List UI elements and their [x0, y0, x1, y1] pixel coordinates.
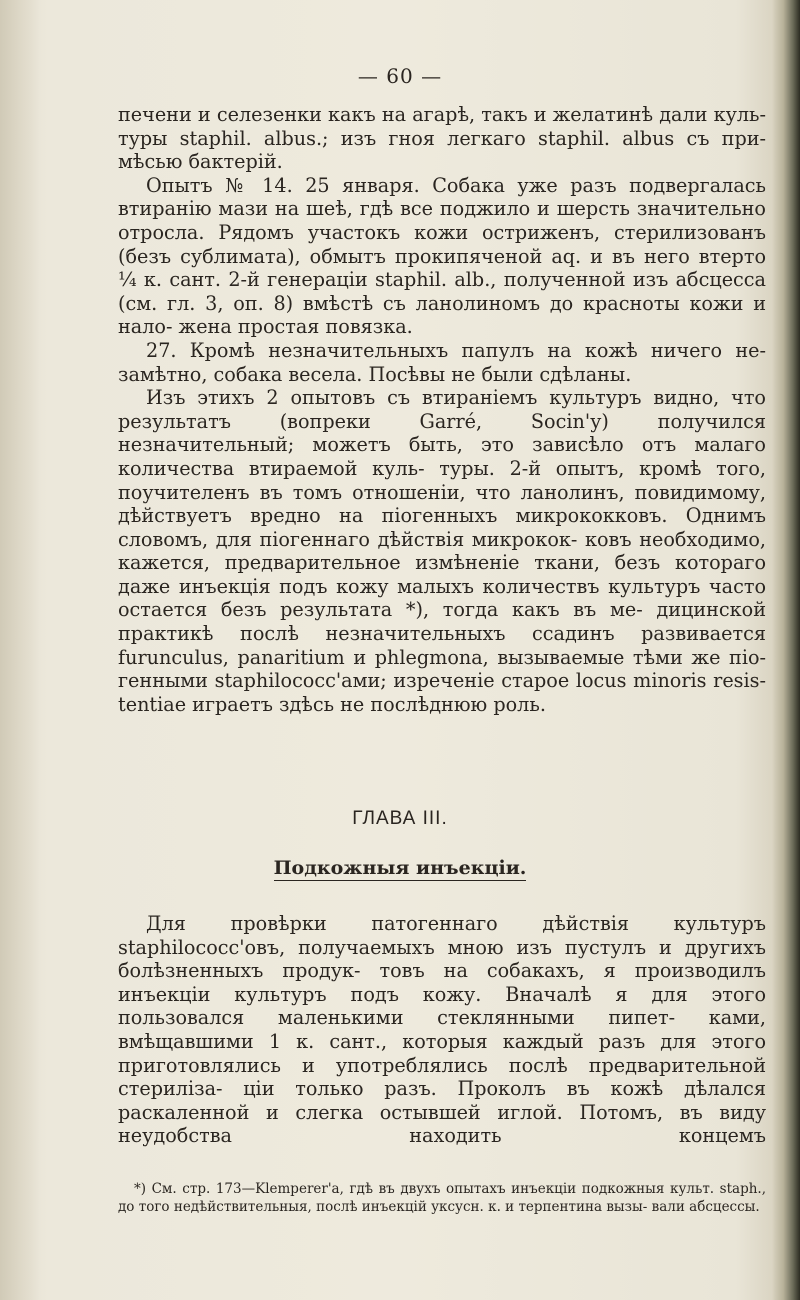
chapter-subtitle [0, 857, 800, 879]
paragraph: Опытъ № 14. 25 января. Собака уже разъ подвергалась втиранію мази на шеѣ, гдѣ все поджило и шерсть значительно отросла. Рядомъ участокъ кожи остриженъ, стерилизованъ (безъ сублимата), обмытъ прокипяченой aq. и въ него втерто ¼ к. сант. 2-й генераціи staphil. alb., полученной изъ абсцесса (см. гл. 3, оп. 8) вмѣстѣ съ ланолиномъ до красноты кожи и нало- жена простая повязка. [118, 173, 766, 339]
paragraph: Для провѣрки патогеннаго дѣйствія культуръ staphilococc'овъ, получаемыхъ мною изъ пустулъ и другихъ болѣзненныхъ продук- товъ на собакахъ, я производилъ инъекціи культуръ подъ кожу. Вначалѣ я для этого пользовался маленькими стеклянными пипет- ками, вмѣщавшими 1 к. сант., которыя каждый разъ для этого приготовлялись и употреблялись послѣ предварительной стериліза- ціи только разъ. Проколъ въ кожѣ дѣлался раскаленной и слегка остывшей иглой. Потомъ, въ виду неудобства находить концемъ [118, 912, 766, 1148]
body-text-bottom [118, 912, 766, 1148]
body-text-top [118, 103, 766, 716]
footnote-text: *) См. стр. 173—Klemperer'a, гдѣ въ двухъ опытахъ инъекціи подкожныя культ. staph., до того недѣйствительныя, послѣ инъекцій уксусн. к. и терпентина вызы- вали абсцессы. [118, 1181, 766, 1215]
paragraph: 27. Кромѣ незначительныхъ папулъ на кожѣ ничего не- замѣтно, собака весела. Посѣвы не были сдѣланы. [118, 338, 766, 386]
chapter-subtitle-text: Подкожныя инъекціи. [273, 857, 527, 879]
page-number: — 60 — [357, 64, 443, 88]
page-gutter-shadow [0, 0, 40, 1300]
footnote [118, 1180, 766, 1216]
paragraph: Изъ этихъ 2 опытовъ съ втираніемъ культуръ видно, что результатъ (вопреки Garré, Socin'у) получился незначительный; можетъ быть, это зависѣло отъ малаго количества втираемой куль- туры. 2-й опытъ, кромѣ того, поучителенъ въ томъ отношеніи, что ланолинъ, повидимому, дѣйствуетъ вредно на піогенныхъ микрококковъ. Однимъ словомъ, для піогеннаго дѣйствія микрокок- ковъ необходимо, кажется, предварительное измѣненіе ткани, безъ котораго даже инъекція подъ кожу малыхъ количествъ культуръ часто остается безъ результата *), тогда какъ въ ме- дицинской практикѣ послѣ незначительныхъ ссадинъ развивается furunculus, panaritium и phlegmona, вызываемые тѣми же піо- генными staphilococc'ами; изреченіе старое locus minoris resis- tentiae играетъ здѣсь не послѣднюю роль. [118, 386, 766, 716]
chapter-title: ГЛАВА III. [352, 808, 448, 829]
page-edge-shadow [772, 0, 800, 1300]
paragraph: печени и селезенки какъ на агарѣ, такъ и желатинѣ дали куль- туры staphil. albus.; изъ гноя легкаго staphil. albus съ при- мѣсью бактерій. [118, 103, 766, 174]
